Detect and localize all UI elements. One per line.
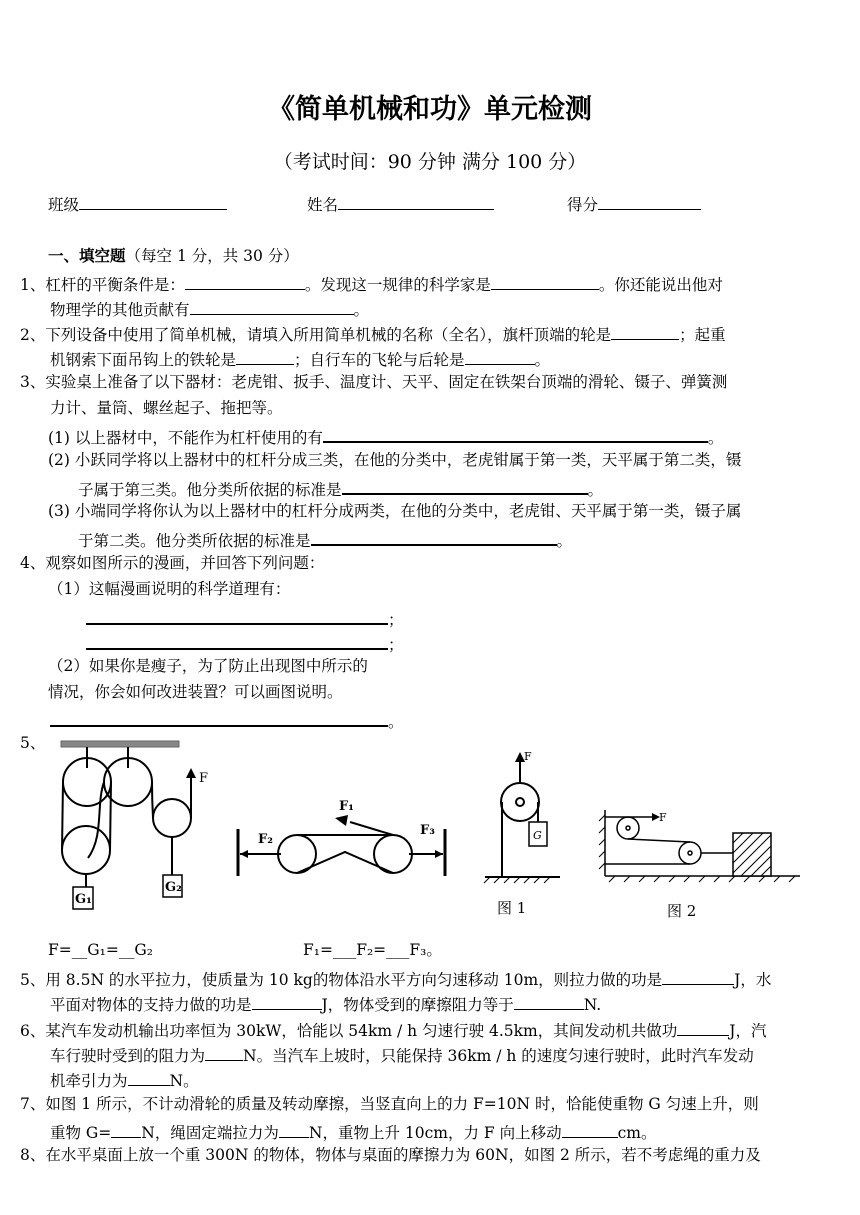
question-1-line-2 xyxy=(50,299,369,320)
question-4-2-line-2: 情况，你会如何改进装置？可以画图说明。 xyxy=(48,683,343,701)
figure-2-caption: 图 2 xyxy=(667,902,697,920)
answer-blank[interactable] xyxy=(128,1070,170,1086)
name-field[interactable] xyxy=(307,194,494,215)
score-blank[interactable] xyxy=(598,194,701,210)
answer-blank[interactable] xyxy=(185,274,305,290)
class-label: 班级 xyxy=(48,196,80,214)
answer-blank[interactable] xyxy=(662,969,734,985)
text: 。 xyxy=(556,532,573,550)
text: N。 xyxy=(169,1072,199,1090)
text: cm。 xyxy=(617,1124,657,1142)
text: 6、某汽车发动机输出功率恒为 30kW，恰能以 54km / h 匀速行驶 4.5km，其间发动机共做功 xyxy=(20,1022,678,1040)
figure-1-caption: 图 1 xyxy=(497,899,527,917)
question-4-answer-2 xyxy=(86,633,404,655)
question-3-1 xyxy=(48,426,723,448)
text: N，重物上升 10cm，力 F 向上移动 xyxy=(308,1124,562,1142)
answer-blank[interactable] xyxy=(323,426,708,443)
question-6-line-1 xyxy=(20,1020,766,1041)
text: N，绳固定端拉力为 xyxy=(141,1124,279,1142)
question-4-1: （1）这幅漫画说明的科学道理有： xyxy=(48,580,291,598)
text: 。 xyxy=(534,351,551,369)
name-label: 姓名 xyxy=(307,196,339,214)
text: ；自行车的飞轮与后轮是 xyxy=(294,351,465,369)
figure-1-weight-label: G xyxy=(533,829,542,842)
question-1-line-1 xyxy=(20,274,723,295)
answer-blank[interactable] xyxy=(562,1122,618,1138)
figure-2-drawing xyxy=(599,810,800,882)
page-title: 《简单机械和功》单元检测 xyxy=(268,94,592,125)
g2-label: G₂ xyxy=(165,880,182,895)
f2-label: F₂ xyxy=(258,832,273,847)
text: ； xyxy=(388,636,404,654)
answer-blank[interactable] xyxy=(111,1122,141,1138)
text: N。当汽车上坡时，只能保持 36km / h 的速度匀速行驶时，此时汽车发动 xyxy=(243,1047,754,1065)
text: 。发现这一规律的科学家是 xyxy=(304,276,491,294)
section-heading xyxy=(48,248,299,266)
text: J，汽 xyxy=(729,1022,767,1040)
question-4-answer-3 xyxy=(50,710,404,732)
class-blank[interactable] xyxy=(79,194,227,210)
f1-label: F₁ xyxy=(339,799,354,814)
text: ； xyxy=(388,611,404,629)
question-2-line-2 xyxy=(50,349,550,370)
question-7-line-2 xyxy=(50,1122,656,1143)
section-note: （每空 1 分，共 30 分） xyxy=(125,247,299,265)
figure-fill-right: F₁=___F₂=___F₃。 xyxy=(303,941,442,959)
text: 重物 G= xyxy=(50,1124,112,1142)
question-4: 4、观察如图所示的漫画，并回答下列问题： xyxy=(20,554,325,572)
text: (1) 以上器材中，不能作为杠杆使用的有 xyxy=(48,429,323,447)
text: 。 xyxy=(707,429,724,447)
answer-blank[interactable] xyxy=(205,1045,243,1061)
text: N. xyxy=(583,996,602,1014)
exam-info: （考试时间：90 分钟 满分 100 分） xyxy=(273,151,587,173)
text: 。 xyxy=(353,301,370,319)
question-4-2-line-1: （2）如果你是瘦子，为了防止出现图中所示的 xyxy=(48,657,368,675)
answer-blank[interactable] xyxy=(190,299,354,315)
question-3-2-line-1: (2) 小跃同学将以上器材中的杠杆分成三类，在他的分类中，老虎钳属于第一类，天平属于第二类，镊 xyxy=(48,451,742,469)
text: 于第二类。他分类所依据的标准是 xyxy=(78,532,311,550)
question-3-3-line-2 xyxy=(78,529,572,551)
g1-label: G₁ xyxy=(75,892,92,907)
text: 5、用 8.5N 的水平拉力，使质量为 10 kg的物体沿水平方向匀速移动 10m，则拉力做的功是 xyxy=(20,971,663,989)
figure-fill-left: F=__G₁=__G₂ xyxy=(48,941,153,959)
question-7-line-1: 7、如图 1 所示，不计动滑轮的质量及转动摩擦，当竖直向上的力 F=10N 时，恰能使重物 G 匀速上升，则 xyxy=(20,1095,759,1113)
force-f-label: F xyxy=(199,771,209,786)
answer-blank[interactable] xyxy=(86,608,388,625)
text: 物理学的其他贡献有 xyxy=(50,301,190,319)
f3-label: F₃ xyxy=(420,823,435,838)
text: 1、杠杆的平衡条件是： xyxy=(20,276,185,294)
text: 子属于第三类。他分类所依据的标准是 xyxy=(78,481,342,499)
text: 。 xyxy=(388,713,404,731)
text: 2、下列设备中使用了简单机械，请填入所用简单机械的名称（全名），旗杆顶端的轮是 xyxy=(20,326,612,344)
question-3-line-1: 3、实验桌上准备了以下器材：老虎钳、扳手、温度计、天平、固定在铁架台顶端的滑轮、镊子、弹簧测 xyxy=(20,373,728,391)
text: J，物体受到的摩擦阻力等于 xyxy=(321,996,514,1014)
question-5-label: 5、 xyxy=(20,734,46,752)
answer-blank[interactable] xyxy=(677,1020,729,1036)
question-5b-line-1 xyxy=(20,969,771,990)
figure-1-force-label: F xyxy=(524,750,532,763)
text: 平面对物体的支持力做的功是 xyxy=(50,996,252,1014)
question-6-line-3 xyxy=(50,1070,199,1091)
section-title: 一、填空题 xyxy=(48,247,126,265)
question-2-line-1 xyxy=(20,324,726,345)
answer-blank[interactable] xyxy=(50,710,388,727)
answer-blank[interactable] xyxy=(236,349,294,365)
answer-blank[interactable] xyxy=(252,994,322,1010)
name-blank[interactable] xyxy=(338,194,494,210)
text: 。 xyxy=(587,481,604,499)
answer-blank[interactable] xyxy=(279,1122,309,1138)
question-5b-line-2 xyxy=(50,994,601,1015)
question-8-line-1: 8、在水平桌面上放一个重 300N 的物体，物体与桌面的摩擦力为 60N，如图 2 所示，若不考虑绳的重力及 xyxy=(20,1146,761,1164)
question-3-2-line-2 xyxy=(78,478,603,500)
text: 机钢索下面吊钩上的铁轮是 xyxy=(50,351,237,369)
class-field[interactable] xyxy=(48,194,227,215)
figure-2-force-label: F xyxy=(659,811,667,824)
answer-blank[interactable] xyxy=(611,324,679,340)
answer-blank[interactable] xyxy=(514,994,584,1010)
question-6-line-2 xyxy=(50,1045,754,1066)
answer-blank[interactable] xyxy=(342,478,588,495)
figure-1-drawing xyxy=(484,752,560,883)
text: ；起重 xyxy=(679,326,726,344)
question-4-answer-1 xyxy=(86,608,404,630)
text: J，水 xyxy=(734,971,772,989)
answer-blank[interactable] xyxy=(491,274,599,290)
answer-blank[interactable] xyxy=(465,349,535,365)
answer-blank[interactable] xyxy=(86,633,388,650)
answer-blank[interactable] xyxy=(311,529,557,546)
pulley-figures xyxy=(0,730,860,930)
score-label: 得分 xyxy=(567,196,599,214)
question-3-3-line-1: (3) 小端同学将你认为以上器材中的杠杆分成两类，在他的分类中，老虎钳、天平属于第一类，镊子属 xyxy=(48,502,742,520)
text: 车行驶时受到的阻力为 xyxy=(50,1047,206,1065)
question-3-line-2: 力计、量筒、螺丝起子、拖把等。 xyxy=(50,399,283,417)
text: 。你还能说出他对 xyxy=(598,276,723,294)
text: 机牵引力为 xyxy=(50,1072,128,1090)
score-field[interactable] xyxy=(567,194,701,215)
